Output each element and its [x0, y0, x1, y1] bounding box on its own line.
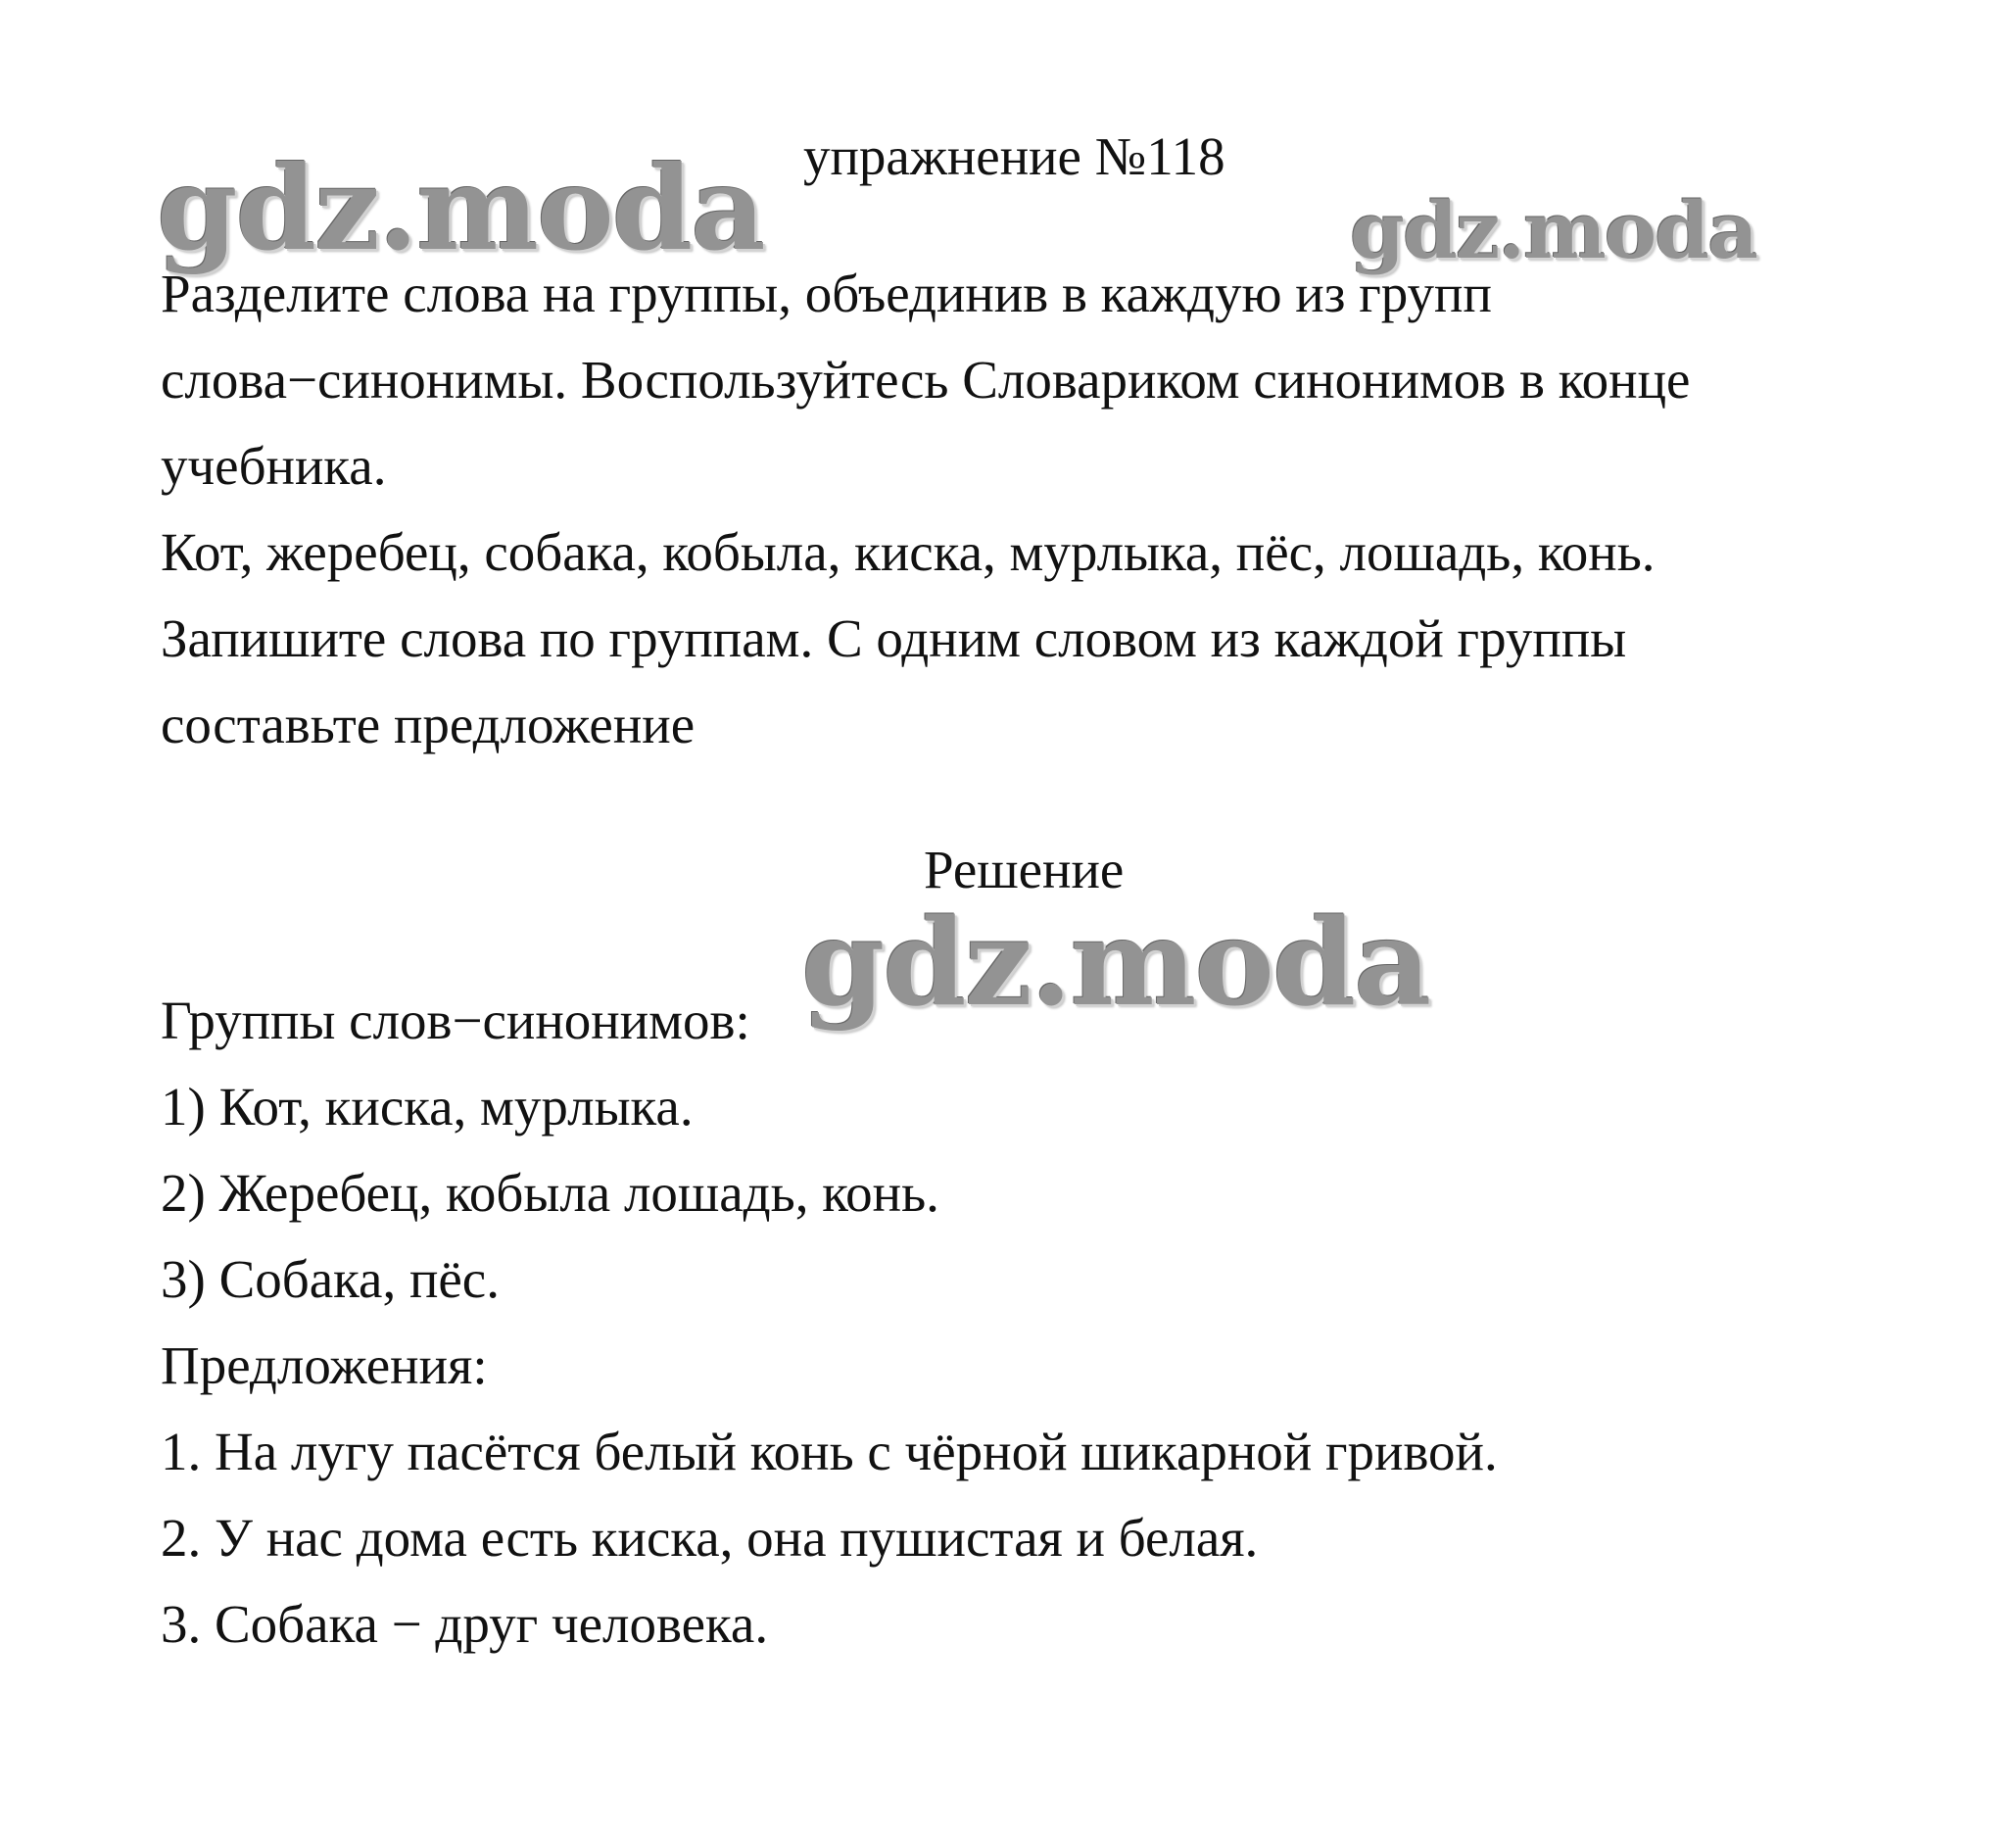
task-line: Кот, жеребец, собака, кобыла, киска, мурлыка, пёс, лошадь, конь. — [161, 522, 1656, 582]
group-item: 1) Кот, киска, мурлыка. — [161, 1077, 694, 1137]
watermark-logo: gdz.moda — [1350, 184, 1756, 276]
task-line: Разделите слова на группы, объединив в каждую из групп — [161, 264, 1492, 323]
task-line: слова−синонимы. Воспользуйтесь Словариком синонимов в конце — [161, 350, 1691, 410]
solution-heading: Решение — [924, 840, 1125, 899]
sentences-title: Предложения: — [161, 1335, 488, 1395]
task-line: составьте предложение — [161, 695, 696, 754]
task-line: учебника. — [161, 436, 387, 496]
group-item: 3) Собака, пёс. — [161, 1249, 500, 1309]
group-item: 2) Жеребец, кобыла лошадь, конь. — [161, 1163, 939, 1223]
task-line: Запишите слова по группам. С одним словом из каждой группы — [161, 608, 1627, 668]
exercise-title: упражнение №118 — [803, 126, 1225, 186]
watermark-logo: gdz.moda — [157, 140, 764, 276]
sentence-item: 3. Собака − друг человека. — [161, 1594, 769, 1654]
watermark-logo: gdz.moda — [801, 892, 1430, 1033]
groups-title: Группы слов−синонимов: — [161, 991, 750, 1050]
sentence-item: 1. На лугу пасётся белый конь с чёрной шикарной гривой. — [161, 1422, 1498, 1481]
sentence-item: 2. У нас дома есть киска, она пушистая и белая. — [161, 1508, 1259, 1568]
